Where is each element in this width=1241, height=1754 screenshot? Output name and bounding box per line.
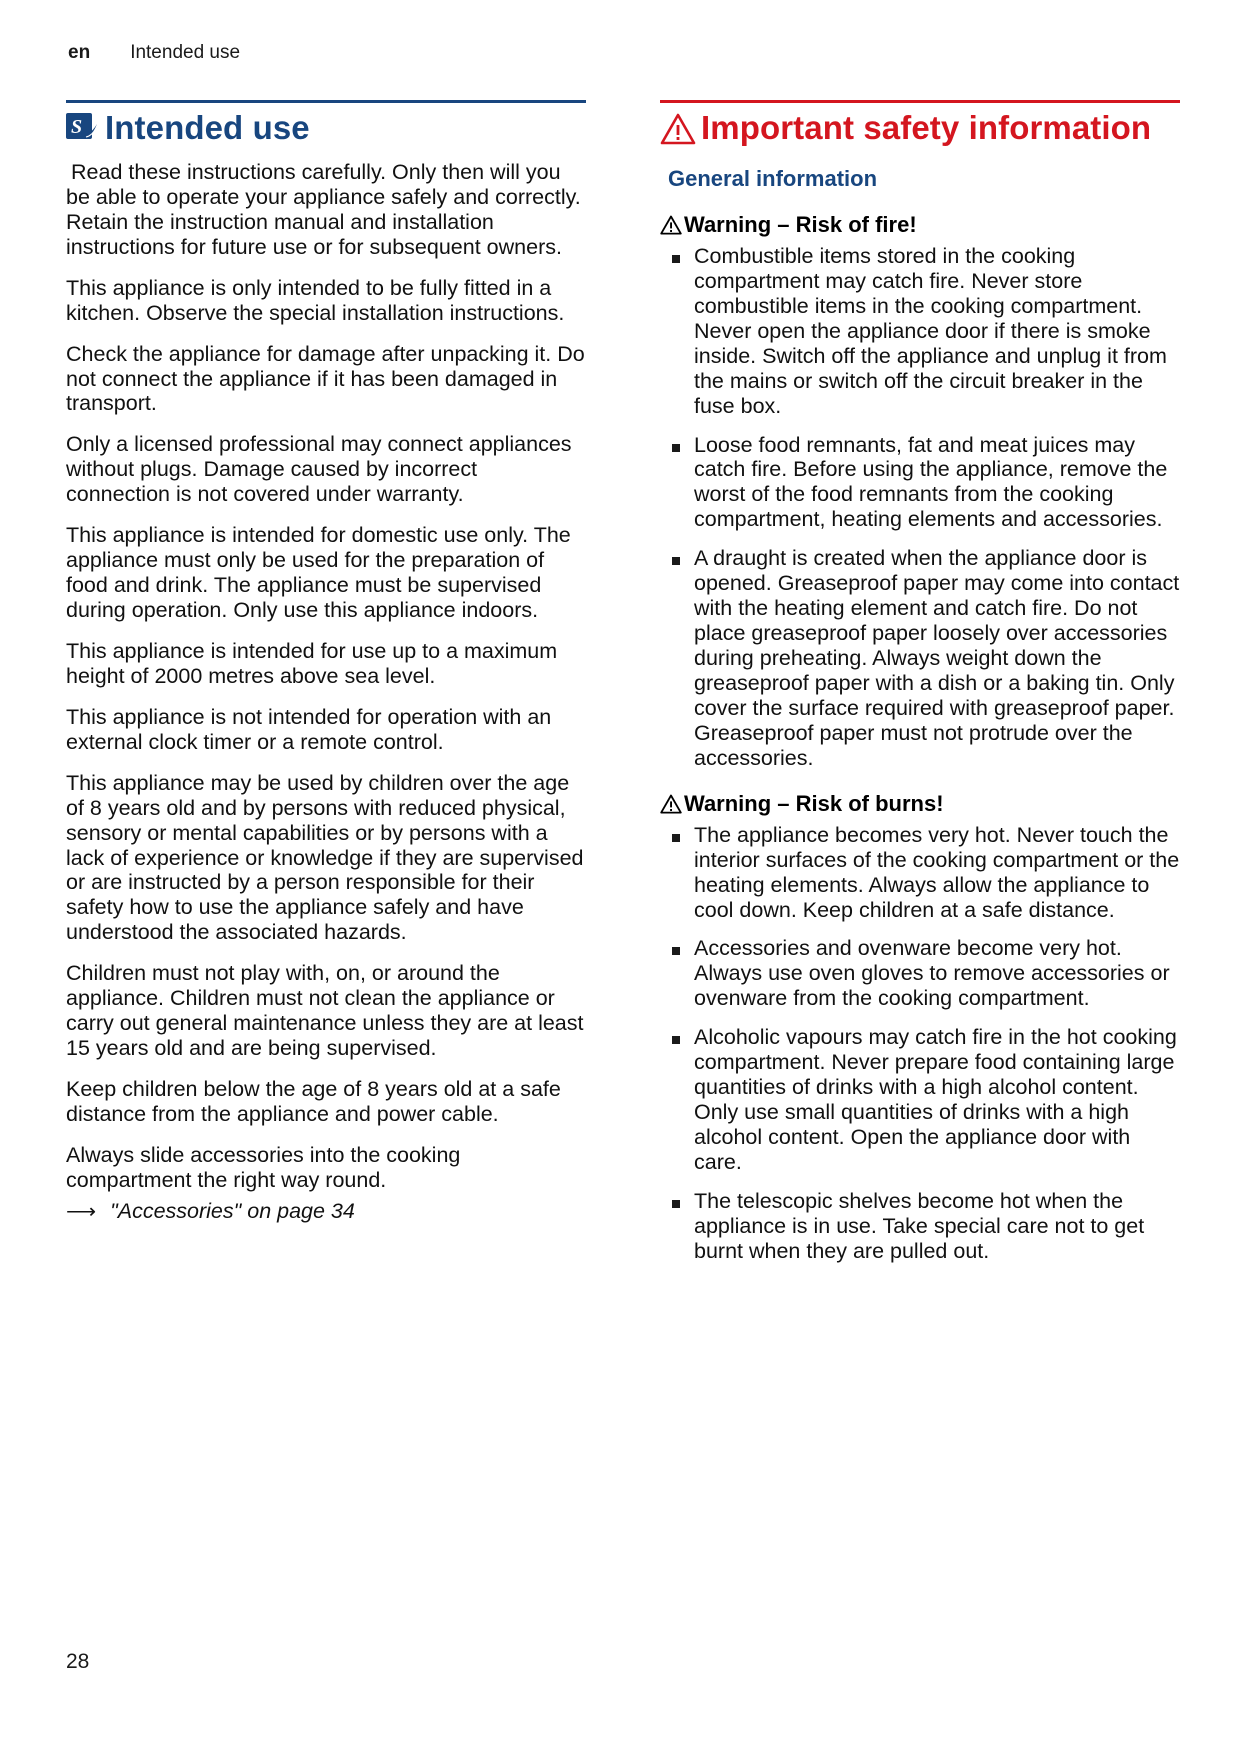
left-column bbox=[66, 100, 586, 1224]
warning-triangle-icon bbox=[660, 791, 684, 817]
list-item: Alcoholic vapours may catch fire in the hot cooking compartment. Never prepare food containing large quantities of drinks with a high alcohol content. Only use small quantities of drinks with a high alcohol content. Open the appliance door with care. bbox=[660, 1025, 1180, 1175]
warning-title-text: Warning – Risk of burns! bbox=[684, 790, 944, 816]
paragraph: Only a licensed professional may connect appliances without plugs. Damage caused by incorrect connection is not covered under warranty. bbox=[66, 432, 572, 507]
safety-heading-block bbox=[660, 100, 1180, 148]
cross-reference-text: "Accessories" on page 34 bbox=[110, 1198, 355, 1223]
intended-use-heading bbox=[66, 109, 586, 148]
paragraph: Check the appliance for damage after unpacking it. Do not connect the appliance if it has been damaged in transport. bbox=[66, 341, 585, 416]
paragraph: This appliance is intended for domestic use only. The appliance must only be used for the preparation of food and drink. The appliance must be supervised during operation. Only use this appliance indoors. bbox=[66, 523, 571, 622]
page-number: 28 bbox=[66, 1650, 90, 1673]
general-information-subheading: General information bbox=[668, 165, 878, 191]
intended-use-icon bbox=[66, 109, 100, 146]
warning-triangle-icon bbox=[660, 212, 684, 238]
svg-text:S: S bbox=[71, 116, 83, 138]
paragraph: Read these instructions carefully. Only then will you be able to operate your appliance safely and correctly. Retain the instruction manual and installation instructions for future use or for subsequent owners. bbox=[66, 159, 581, 259]
list-item: Combustible items stored in the cooking compartment may catch fire. Never store combustible items in the cooking compartment. Never open the appliance door if there is smoke inside. Switch off the appliance and unplug it from the mains or switch off the circuit breaker in the fuse box. bbox=[660, 244, 1180, 419]
header-language: en bbox=[68, 42, 91, 63]
list-item: Loose food remnants, fat and meat juices may catch fire. Before using the appliance, remove the worst of the food remnants from the cooking compartment, heating elements and accessories. bbox=[660, 433, 1180, 533]
safety-heading bbox=[660, 109, 1180, 148]
paragraph: This appliance may be used by children over the age of 8 years old and by persons with reduced physical, sensory or mental capabilities or by persons with a lack of experience or knowledge if they are supervised or are instructed by a person responsible for their safety how to use the appliance safely and have understood the associated hazards. bbox=[66, 770, 584, 945]
paragraph: Always slide accessories into the cooking compartment the right way round. bbox=[66, 1142, 461, 1192]
list-item: The telescopic shelves become hot when the appliance is in use. Take special care not to get burnt when they are pulled out. bbox=[660, 1189, 1180, 1264]
paragraph: This appliance is not intended for operation with an external clock timer or a remote control. bbox=[66, 704, 552, 754]
paragraph: Keep children below the age of 8 years old at a safe distance from the appliance and power cable. bbox=[66, 1077, 561, 1126]
cross-reference[interactable] bbox=[66, 1199, 586, 1224]
warning-triangle-icon bbox=[660, 109, 696, 146]
warning-title-burns bbox=[660, 791, 1180, 817]
list-item: The appliance becomes very hot. Never touch the interior surfaces of the cooking compartment or the heating elements. Always allow the appliance to cool down. Keep children at a safe distance. bbox=[660, 823, 1180, 923]
warning-title-text: Warning – Risk of fire! bbox=[684, 211, 917, 237]
paragraph: Children must not play with, on, or around the appliance. Children must not clean the appliance or carry out general maintenance unless they are at least 15 years old and are being supervised. bbox=[66, 961, 584, 1061]
list-item: Accessories and ovenware become very hot. Always use oven gloves to remove accessories or ovenware from the cooking compartment. bbox=[660, 936, 1180, 1011]
warning-list-fire bbox=[660, 244, 1180, 771]
right-column bbox=[660, 100, 1180, 1278]
warning-title-fire bbox=[660, 212, 1180, 238]
intended-use-heading-block bbox=[66, 100, 586, 148]
list-item: A draught is created when the appliance door is opened. Greaseproof paper may come into contact with the heating element and catch fire. Do not place greaseproof paper loosely over accessories during preheating. Always weight down the greaseproof paper with a dish or a baking tin. Only cover the surface required with greaseproof paper. Greaseproof paper must not protrude over the accessories. bbox=[660, 546, 1180, 770]
header-section-title: Intended use bbox=[130, 42, 241, 63]
running-header bbox=[68, 42, 240, 64]
paragraph: This appliance is intended for use up to a maximum height of 2000 metres above sea level. bbox=[66, 638, 558, 688]
paragraph: This appliance is only intended to be fully fitted in a kitchen. Observe the special installation instructions. bbox=[66, 275, 565, 325]
intended-use-heading-text: Intended use bbox=[105, 109, 310, 146]
warning-list-burns bbox=[660, 823, 1180, 1264]
arrow-right-icon: ⟶ bbox=[66, 1199, 97, 1223]
safety-heading-text: Important safety information bbox=[701, 109, 1152, 146]
